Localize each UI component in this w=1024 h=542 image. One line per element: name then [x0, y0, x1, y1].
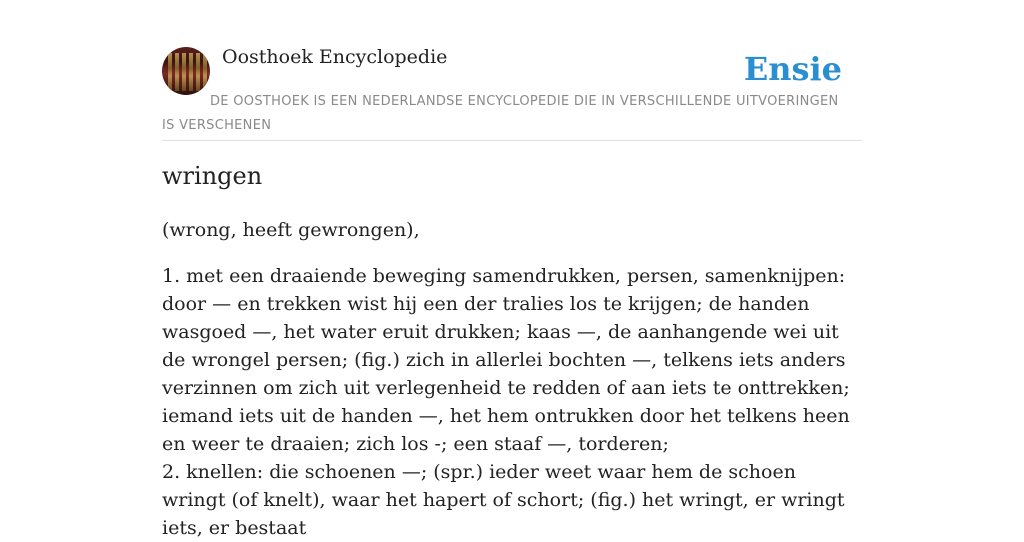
definition-1: 1. met een draaiende beweging samendrukken, persen, samenknijpen: door — en trekken wist hij een der tralies los te krijgen; de handen wasgoed —, het water eruit drukken; kaas —, de aanhangende wei uit de wrongel persen; (fig.) zich in allerlei bochten —, telkens iets anders verzinnen om zich uit verlegenheid te redden of aan iets te onttrekken; iemand iets uit de handen —, het hem ontrukken door het telkens heen en weer te draaien; zich los -; een staaf —, torderen; [162, 265, 850, 455]
page-title: wringen [162, 162, 263, 190]
article-body [162, 216, 862, 542]
definition-2: 2. knellen: die schoenen —; (spr.) ieder weet waar hem de schoen wringt (of knelt), waar het hapert of schort; (fig.) het wringt, er wringt iets, er bestaat [162, 461, 845, 539]
grammar-note: (wrong, heeft gewrongen), [162, 219, 420, 241]
site-logo[interactable] [162, 47, 210, 95]
site-name[interactable]: Oosthoek Encyclopedie [222, 46, 448, 68]
ensie-logo-link[interactable]: Ensie [743, 50, 842, 88]
site-header [162, 0, 862, 141]
site-tagline: DE OOSTHOEK IS EEN NEDERLANDSE ENCYCLOPEDIE DIE IN VERSCHILLENDE UITVOERINGEN IS VERSCHENEN [162, 94, 839, 133]
page [162, 0, 862, 539]
